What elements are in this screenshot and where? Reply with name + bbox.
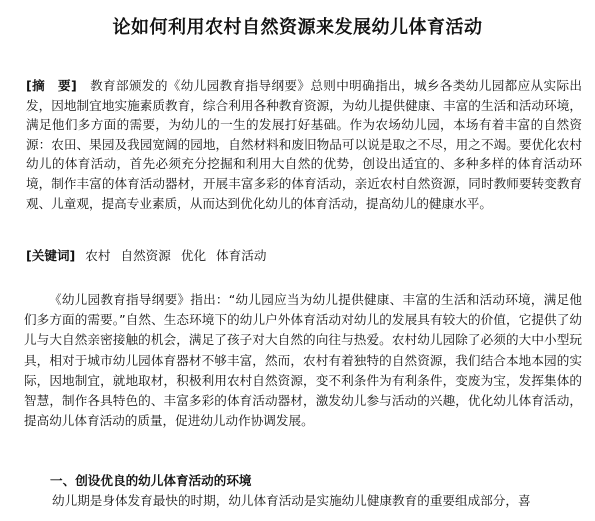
keyword-item: 体育活动 bbox=[216, 248, 267, 263]
keywords-line bbox=[26, 246, 582, 266]
keyword-item: 优化 bbox=[180, 248, 207, 263]
keywords-tag: [关键词] bbox=[26, 248, 76, 263]
section-heading-1: 一、创设优良的幼儿体育活动的环境 bbox=[50, 473, 252, 488]
abstract-text: 教育部颁发的《幼儿园教育指导纲要》总则中明确指出，城乡各类幼儿园都应从实际出发，因地制宜地实施素质教育，综合利用各种教育资源，为幼儿提供健康、丰富的生活和活动环境，满足他们多方面的需要，为幼儿的一生的发展打好基础。作为农场幼儿园，本场有着丰富的自然资源：农田、果园及我园宽阔的园地，自然材料和废旧物品可以说是取之不尽，用之不竭。要优化农村幼儿的体育活动，首先必须充分挖掘和利用大自然的优势，创设出适宜的、多种多样的体育活动环境，制作丰富的体育活动器材，开展丰富多彩的体育活动，亲近农村自然资源，同时教师要转变教育观、儿童观，提高专业素质，从而达到优化幼儿的体育活动，提高幼儿的健康水平。 bbox=[26, 78, 583, 211]
document-title: 论如何利用农村自然资源来发展幼儿体育活动 bbox=[112, 17, 483, 39]
body-paragraph-2: 幼儿期是身体发育最快的时期，幼儿体育活动是实施幼儿健康教育的重要组成部分，喜 bbox=[52, 493, 531, 508]
abstract-paragraph bbox=[26, 76, 582, 213]
abstract-tag: [摘 要] bbox=[26, 78, 77, 93]
keyword-item: 自然资源 bbox=[120, 248, 171, 263]
keyword-item: 农村 bbox=[85, 248, 111, 263]
body-paragraph-1: 《幼儿园教育指导纲要》指出：“幼儿园应当为幼儿提供健康、丰富的生活和活动环境，满足他们多方面的需要。”自然、生态环境下的幼儿户外体育活动对幼儿的发展具有较大的价值，它提供了幼儿与大自然亲密接触的机会，满足了孩子对大自然的向往与热爱。农村幼儿园除了必须的大中小型玩具，相对于城市幼儿园体育器材不够丰富，然而，农村有着独特的自然资源，我们结合本地本园的实际，因地制宜，就地取材，积极利用农村自然资源，变不利条件为有利条件，变废为宝，发挥集体的智慧，制作各具特色的、丰富多彩的体育活动器材，激发幼儿参与活动的兴趣，优化幼儿体育活动，提高幼儿体育活动的质量，促进幼儿动作协调发展。 bbox=[24, 292, 582, 429]
